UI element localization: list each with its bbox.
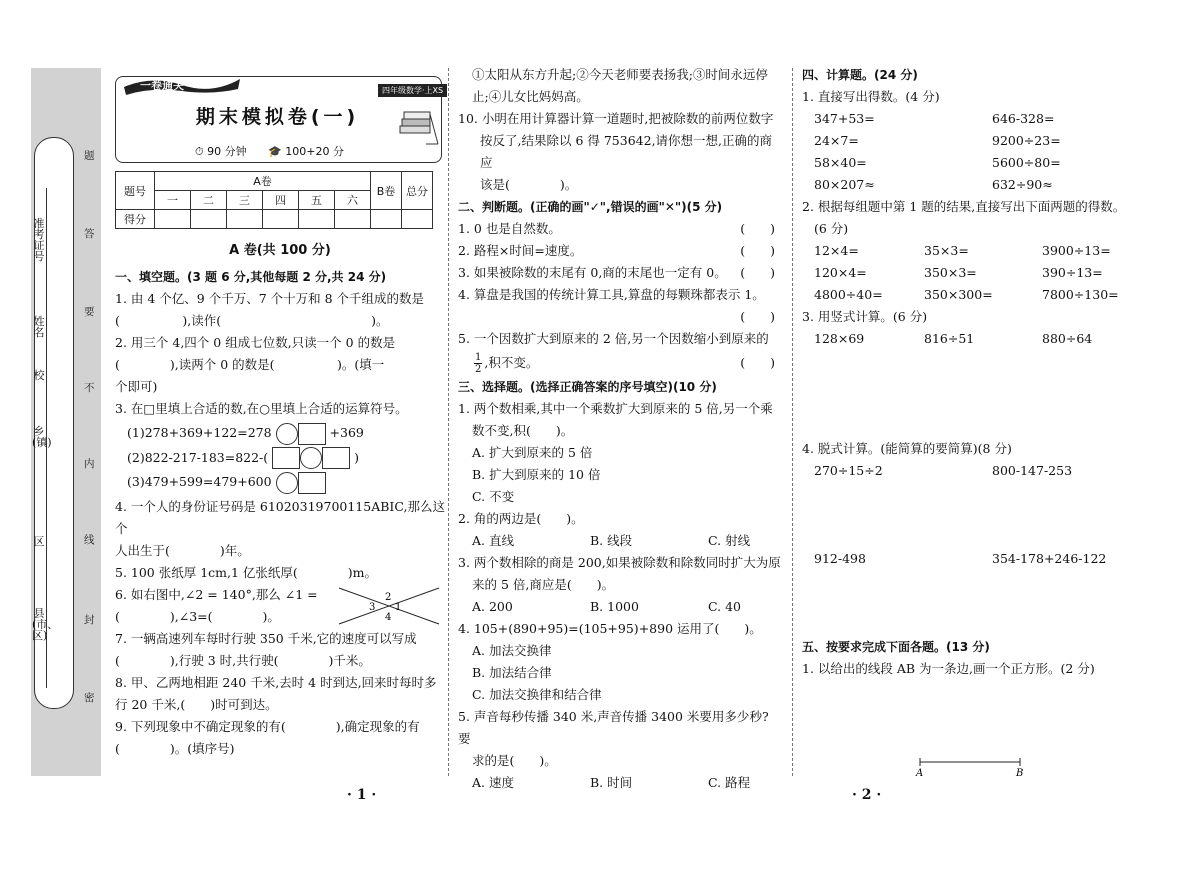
seal-word: 线	[84, 534, 95, 546]
calc-2-points: (6 分)	[814, 221, 849, 236]
score-cell[interactable]	[263, 210, 299, 229]
calc-item: 80×207≈	[814, 177, 875, 192]
label-exam-number: 准考证号	[33, 217, 45, 263]
calc-item: 7800÷130=	[1042, 287, 1119, 302]
q3-2-tail: )	[354, 449, 360, 465]
choice-4-b: B. 加法结合律	[472, 665, 552, 680]
exam-time: 90 分钟	[207, 145, 247, 158]
score-cell[interactable]	[299, 210, 335, 229]
column-3	[802, 64, 1132, 680]
exam-score: 100+20 分	[285, 145, 345, 158]
th-total: 总分	[402, 172, 433, 210]
ribbon-logo	[122, 73, 242, 93]
operator-circle[interactable]	[276, 472, 298, 494]
section-tasks-title: 五、按要求完成下面各题。(13 分)	[802, 640, 990, 654]
column-divider	[448, 68, 449, 776]
choice-1-line1: 1. 两个数相乘,其中一个乘数扩大到原来的 5 倍,另一个乘	[458, 401, 773, 416]
choice-1-b: B. 扩大到原来的 10 倍	[472, 467, 601, 482]
score-cell[interactable]	[155, 210, 191, 229]
q10-line3: 该是( )。	[480, 177, 578, 192]
score-table	[115, 171, 433, 229]
label-name: 姓名	[33, 315, 45, 339]
choice-3-line1: 3. 两个数相除的商是 200,如果被除数和除数同时扩大为原	[458, 555, 781, 570]
page-number-2: · 2 ·	[852, 787, 882, 803]
ribbon-text: 一卷通关	[140, 79, 184, 92]
q3-3	[115, 471, 445, 494]
option: A. 直线	[472, 533, 514, 548]
q1-line1: 1. 由 4 个亿、9 个千万、7 个十万和 8 个千组成的数是	[115, 291, 425, 306]
option: C. 40	[708, 599, 741, 614]
calc-workspace[interactable]	[802, 482, 1132, 548]
grad-cap-icon: 🎓	[268, 145, 282, 158]
q7-line2: ( ),行驶 3 时,共行驶( )千米。	[115, 652, 371, 668]
calc-item: 58×40=	[814, 155, 867, 170]
operator-circle[interactable]	[300, 447, 322, 469]
seal-word: 答	[84, 228, 95, 240]
judge-3: 3. 如果被除数的末尾有 0,商的末尾也一定有 0。 ( )	[458, 262, 783, 284]
calc-item: 646-328=	[992, 111, 1055, 126]
q2-line3: 个即可)	[115, 379, 158, 394]
judge-4-paren	[458, 306, 783, 328]
calc-item: 816÷51	[924, 331, 975, 346]
point-b-label: B	[1016, 768, 1024, 779]
page-number-1: · 1 ·	[347, 787, 377, 803]
clock-icon: ⏱	[195, 145, 204, 158]
th-col: 五	[299, 191, 335, 210]
judge-5-line2: $\frac{1}{2}$ ,积不变。 ( )	[475, 352, 775, 375]
fraction-half: $\frac{1}{2}$	[475, 352, 482, 375]
th-col: 四	[263, 191, 299, 210]
option: A. 速度	[472, 775, 514, 790]
q4-line1: 4. 一个人的身份证号码是 61020319700115ABIC,那么这个	[115, 498, 445, 536]
choice-1-line2: 数不变,积( )。	[472, 423, 574, 438]
option: B. 时间	[590, 775, 633, 790]
choice-5-line1: 5. 声音每秒传播 340 米,声音传播 3400 米要用多少秒? 要	[458, 709, 769, 746]
choice-4-c: C. 加法交换律和结合律	[472, 687, 602, 702]
seal-word: 要	[84, 306, 95, 318]
q3-1	[115, 422, 445, 445]
angle-label: 2	[385, 591, 392, 603]
score-cell[interactable]	[371, 210, 402, 229]
q3-1-text: (1)278+369+122=278	[127, 425, 272, 440]
judge-5: 5. 一个因数扩大到原来的 2 倍,另一个因数缩小到原来的	[458, 331, 769, 346]
th-question-no: 题号	[116, 172, 155, 210]
calc-2-title: 2. 根据每组题中第 1 题的结果,直接写出下面两题的得数。	[802, 199, 1126, 214]
seal-word: 题	[84, 150, 95, 162]
calc-1-title: 1. 直接写出得数。(4 分)	[802, 89, 940, 104]
th-b-paper: B卷	[371, 172, 402, 210]
section-judge-title: 二、判断题。(正确的画"✓",错误的画"✕")(5 分)	[458, 200, 723, 214]
calc-item: 912-498	[814, 551, 866, 566]
section-fill-title: 一、填空题。(3 题 6 分,其他每题 2 分,共 24 分)	[115, 270, 387, 284]
seal-word: 内	[84, 458, 95, 470]
calc-item: 4800÷40=	[814, 287, 883, 302]
q4-line2: 人出生于( )年。	[115, 542, 250, 558]
q3-stem: 3. 在□里填上合适的数,在○里填上合适的运算符号。	[115, 401, 408, 416]
th-a-paper: A卷	[155, 172, 371, 191]
q9-line1: 9. 下列现象中不确定现象的有( ),确定现象的有	[115, 718, 420, 734]
seal-word: 密	[84, 692, 95, 704]
choice-2-options	[458, 530, 783, 552]
answer-paren[interactable]: ( )	[740, 243, 775, 258]
score-cell[interactable]	[402, 210, 433, 229]
calc-item: 12×4=	[814, 243, 859, 258]
calc-workspace[interactable]	[802, 570, 1132, 636]
point-a-label: A	[916, 768, 924, 779]
score-cell[interactable]	[191, 210, 227, 229]
calc-item: 24×7=	[814, 133, 859, 148]
answer-paren[interactable]: ( )	[740, 355, 775, 370]
q10-line2: 按反了,结果除以 6 得 753642,请你想一想,正确的商应	[480, 133, 773, 170]
q6-line2: ( ),∠3=( )。	[115, 608, 280, 624]
th-col: 六	[335, 191, 371, 210]
choice-5-options	[458, 772, 783, 794]
angle-label: 4	[385, 611, 392, 623]
answer-paren[interactable]: ( )	[740, 221, 775, 236]
judge-2: 2. 路程×时间=速度。 ( )	[458, 240, 783, 262]
choice-3-line2: 来的 5 倍,商应是( )。	[472, 577, 615, 592]
operator-circle[interactable]	[276, 423, 298, 445]
exam-meta	[195, 143, 344, 159]
label-township: 乡(镇)	[32, 425, 52, 449]
q6	[115, 584, 445, 628]
q8-line1: 8. 甲、乙两地相距 240 千米,去时 4 时到达,回来时每时多	[115, 674, 437, 690]
q2-line1: 2. 用三个 4,四个 0 组成七位数,只读一个 0 的数是	[115, 335, 396, 350]
grade-tag: 四年级数学·上XS	[378, 84, 447, 97]
choice-4: 4. 105+(890+95)=(105+95)+890 运用了( )。	[458, 621, 762, 636]
answer-paren[interactable]: ( )	[740, 265, 775, 280]
page-title: 期末模拟卷(一)	[195, 106, 360, 128]
calc-item: 5600÷80=	[992, 155, 1061, 170]
binding-field-frame	[34, 137, 74, 709]
th-col: 三	[227, 191, 263, 210]
th-col: 二	[191, 191, 227, 210]
calc-3-title: 3. 用竖式计算。(6 分)	[802, 309, 928, 324]
q5: 5. 100 张纸厚 1cm,1 亿张纸厚( )m。	[115, 564, 378, 580]
answer-box[interactable]	[298, 472, 326, 494]
a-paper-title: A 卷(共 100 分)	[229, 243, 331, 258]
judge-4: 4. 算盘是我国的传统计算工具,算盘的每颗珠都表示 1。	[458, 287, 765, 302]
calc-item: 128×69	[814, 331, 865, 346]
calc-item: 350×3=	[924, 265, 977, 280]
column-divider	[792, 68, 793, 776]
choice-4-a: A. 加法交换律	[472, 643, 552, 658]
q3-3-text: (3)479+599=479+600	[127, 474, 272, 489]
angle-label: 3	[369, 601, 376, 613]
task-1: 1. 以给出的线段 AB 为一条边,画一个正方形。(2 分)	[802, 661, 1095, 676]
score-cell[interactable]	[227, 210, 263, 229]
books-icon	[396, 108, 440, 151]
score-cell[interactable]	[335, 210, 371, 229]
th-score: 得分	[116, 210, 155, 229]
q3-2	[115, 447, 445, 470]
section-calc-title: 四、计算题。(24 分)	[802, 68, 918, 82]
calc-item: 270÷15÷2	[814, 463, 883, 478]
q8-line2: 行 20 千米,( )时可到达。	[115, 696, 278, 712]
label-district: 区	[33, 535, 45, 548]
choice-1-c: C. 不变	[472, 489, 515, 504]
calc-item: 35×3=	[924, 243, 969, 258]
label-county: 县(市、区)	[32, 607, 59, 642]
column-1	[115, 240, 445, 760]
option: C. 路程	[708, 775, 751, 790]
calc-item: 120×4=	[814, 265, 867, 280]
seal-word: 封	[84, 614, 95, 626]
calc-item: 880÷64	[1042, 331, 1093, 346]
vertical-calc-workspace[interactable]	[802, 350, 1132, 438]
segment-ab	[912, 756, 1032, 780]
choice-2: 2. 角的两边是( )。	[458, 511, 584, 526]
calc-item: 632÷90≈	[992, 177, 1053, 192]
calc-item: 350×300=	[924, 287, 993, 302]
choice-3-options	[458, 596, 783, 618]
calc-item: 3900÷13=	[1042, 243, 1111, 258]
q3-1-tail: +369	[329, 425, 364, 440]
choice-1-a: A. 扩大到原来的 5 倍	[472, 445, 593, 460]
q2-line2: ( ),读两个 0 的数是( )。(填一	[115, 357, 385, 372]
calc-item: 354-178+246-122	[992, 551, 1107, 566]
answer-paren[interactable]: ( )	[740, 309, 775, 324]
seal-word: 不	[84, 382, 95, 394]
section-choice-title: 三、选择题。(选择正确答案的序号填空)(10 分)	[458, 380, 717, 394]
q10-line1: 10. 小明在用计算器计算一道题时,把被除数的前两位数字	[458, 111, 774, 126]
angle-figure	[337, 586, 441, 626]
th-col: 一	[155, 191, 191, 210]
answer-box[interactable]	[298, 423, 326, 445]
choice-5-line2: 求的是( )。	[472, 753, 557, 768]
calc-item: 9200÷23=	[992, 133, 1061, 148]
option: B. 线段	[590, 533, 633, 548]
q3-2-text: (2)822-217-183=822-(	[127, 449, 269, 465]
angle-label: 1	[395, 601, 402, 613]
option: C. 射线	[708, 533, 751, 548]
option: A. 200	[472, 599, 513, 614]
calc-4-title: 4. 脱式计算。(能简算的要简算)(8 分)	[802, 441, 1012, 456]
option: B. 1000	[590, 599, 639, 614]
q1-line2: ( ),读作( )。	[115, 313, 389, 328]
answer-box[interactable]	[272, 447, 300, 469]
label-school: 校	[33, 369, 45, 382]
judge-1: 1. 0 也是自然数。 ( )	[458, 218, 783, 240]
calc-item: 800-147-253	[992, 463, 1073, 478]
q9-options: ①太阳从东方升起;②今天老师要表扬我;③时间永远停	[472, 67, 768, 82]
q7-line1: 7. 一辆高速列车每时行驶 350 千米,它的速度可以写成	[115, 630, 417, 646]
column-2	[458, 64, 783, 794]
q9-options-2: 止;④儿女比妈妈高。	[472, 89, 589, 104]
calc-item: 390÷13=	[1042, 265, 1103, 280]
calc-item: 347+53=	[814, 111, 875, 126]
answer-box[interactable]	[322, 447, 350, 469]
q9-line2: ( )。(填序号)	[115, 740, 235, 756]
q6-line1: 6. 如右图中,∠2 = 140°,那么 ∠1 =	[115, 586, 318, 602]
